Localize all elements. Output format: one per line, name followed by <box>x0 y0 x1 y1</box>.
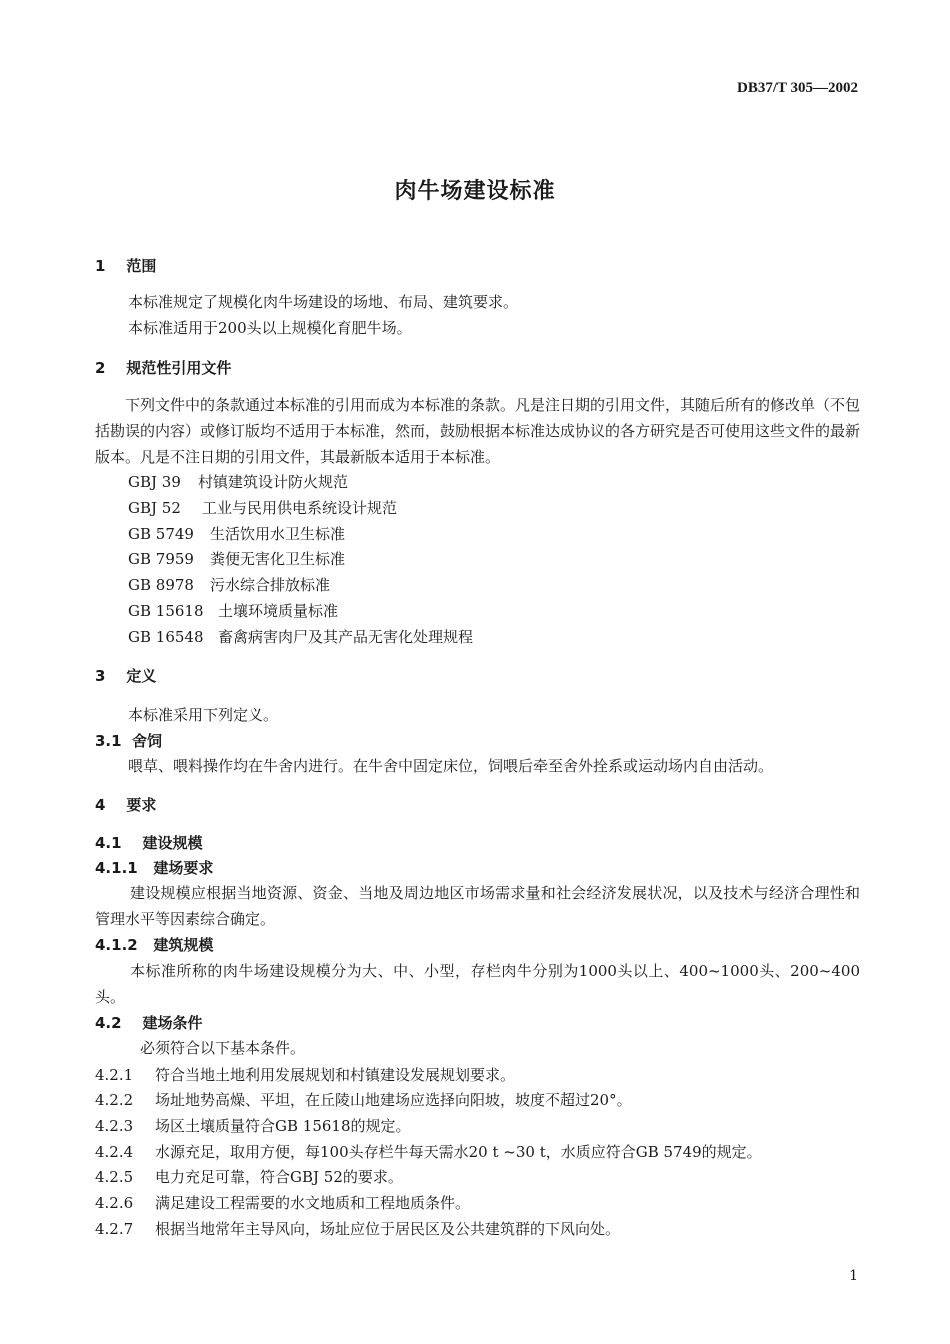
section-3-heading <box>95 666 156 686</box>
subsection-heading <box>95 1013 202 1033</box>
list-item <box>95 1219 620 1239</box>
section-title: 要求 <box>126 796 157 814</box>
reference-item <box>128 524 345 544</box>
subsection-number: 4.1.1 <box>95 859 138 877</box>
section-number: 1 <box>95 257 106 275</box>
subsection-heading <box>95 833 202 853</box>
subsection-number: 4.2 <box>95 1014 122 1032</box>
list-item <box>95 1090 632 1110</box>
reference-code: GBJ 39 <box>128 473 181 491</box>
reference-item <box>128 472 348 492</box>
subsection-title: 建场条件 <box>142 1014 203 1032</box>
subsection-number: 4.1 <box>95 834 122 852</box>
paragraph: 本标准适用于200头以上规模化育肥牛场。 <box>128 319 412 337</box>
paragraph: 必须符合以下基本条件。 <box>140 1039 306 1057</box>
subsection-heading <box>95 731 162 751</box>
reference-name: 村镇建筑设计防火规范 <box>198 473 349 491</box>
paragraph: 喂草、喂料操作均在牛舍内进行。在牛舍中固定床位，饲喂后牵至舍外拴系或运动场内自由活动。 <box>128 757 774 775</box>
item-number: 4.2.3 <box>95 1117 134 1135</box>
subsection-title: 舍饲 <box>132 732 163 750</box>
paragraph: 下列文件中的条款通过本标准的引用而成为本标准的条款。凡是注日期的引用文件，其随后所有的修改单（不包括勘误的内容）或修订版均不适用于本标准，然而，鼓励根据本标准达成协议的各方研究是否可使用这些文件的最新版本。凡是不注日期的引用文件，其最新版本适用于本标准。 <box>95 396 861 466</box>
item-text: 符合当地土地利用发展规划和村镇建设发展规划要求。 <box>155 1066 516 1084</box>
reference-name: 污水综合排放标准 <box>210 576 331 594</box>
page-number: 1 <box>849 1268 858 1284</box>
reference-name: 粪便无害化卫生标准 <box>210 550 346 568</box>
list-item <box>95 1142 762 1162</box>
subsection-heading <box>95 858 213 878</box>
reference-name: 畜禽病害肉尸及其产品无害化处理规程 <box>218 628 474 646</box>
paragraph: 本标准规定了规模化肉牛场建设的场地、布局、建筑要求。 <box>128 293 519 311</box>
section-number: 4 <box>95 796 106 814</box>
item-number: 4.2.6 <box>95 1194 134 1212</box>
item-number: 4.2.5 <box>95 1168 134 1186</box>
item-text: 电力充足可靠，符合GBJ 52的要求。 <box>155 1168 403 1186</box>
item-text: 场址地势高燥、平坦，在丘陵山地建场应选择向阳坡，坡度不超过20°。 <box>155 1091 632 1109</box>
item-text: 满足建设工程需要的水文地质和工程地质条件。 <box>155 1194 471 1212</box>
subsection-title: 建场要求 <box>153 859 214 877</box>
reference-name: 土壤环境质量标准 <box>218 602 339 620</box>
item-number: 4.2.4 <box>95 1143 134 1161</box>
document-title: 肉牛场建设标准 <box>394 179 556 204</box>
item-text: 水源充足，取用方便，每100头存栏牛每天需水20 t ~30 t，水质应符合GB 5749的规定。 <box>155 1143 762 1161</box>
reference-item <box>128 627 473 647</box>
item-number: 4.2.2 <box>95 1091 134 1109</box>
reference-item <box>128 549 345 569</box>
subsection-title: 建筑规模 <box>153 936 214 954</box>
paragraph: 建设规模应根据当地资源、资金、当地及周边地区市场需求量和社会经济发展状况，以及技术与经济合理性和管理水平等因素综合确定。 <box>95 884 860 928</box>
item-number: 4.2.7 <box>95 1220 134 1238</box>
reference-item <box>128 575 330 595</box>
section-title: 定义 <box>126 667 157 685</box>
section-number: 3 <box>95 667 106 685</box>
reference-code: GB 16548 <box>128 628 204 646</box>
list-item <box>95 1065 515 1085</box>
list-item <box>95 1116 411 1136</box>
reference-code: GBJ 52 <box>128 499 181 517</box>
section-1-heading <box>95 256 156 276</box>
reference-code: GB 5749 <box>128 525 194 543</box>
item-text: 场区土壤质量符合GB 15618的规定。 <box>155 1117 411 1135</box>
list-item <box>95 1193 470 1213</box>
reference-code: GB 8978 <box>128 576 194 594</box>
reference-code: GB 15618 <box>128 602 204 620</box>
paragraph: 本标准采用下列定义。 <box>128 706 279 724</box>
standard-code: DB37/T 305—2002 <box>737 80 858 96</box>
reference-name: 生活饮用水卫生标准 <box>210 525 346 543</box>
section-4-heading <box>95 795 156 815</box>
subsection-title: 建设规模 <box>142 834 203 852</box>
list-item <box>95 1167 403 1187</box>
reference-name: 工业与民用供电系统设计规范 <box>202 499 398 517</box>
subsection-heading <box>95 935 213 955</box>
section-title: 规范性引用文件 <box>126 359 232 377</box>
reference-code: GB 7959 <box>128 550 194 568</box>
paragraph: 本标准所称的肉牛场建设规模分为大、中、小型，存栏肉牛分别为1000头以上、400~1000头、200~400头。 <box>95 962 860 1006</box>
section-2-heading <box>95 358 231 378</box>
item-text: 根据当地常年主导风向，场址应位于居民区及公共建筑群的下风向处。 <box>155 1220 621 1238</box>
reference-item <box>128 601 338 621</box>
section-title: 范围 <box>126 257 157 275</box>
section-number: 2 <box>95 359 106 377</box>
subsection-number: 3.1 <box>95 732 122 750</box>
item-number: 4.2.1 <box>95 1066 134 1084</box>
reference-item <box>128 498 397 518</box>
subsection-number: 4.1.2 <box>95 936 138 954</box>
